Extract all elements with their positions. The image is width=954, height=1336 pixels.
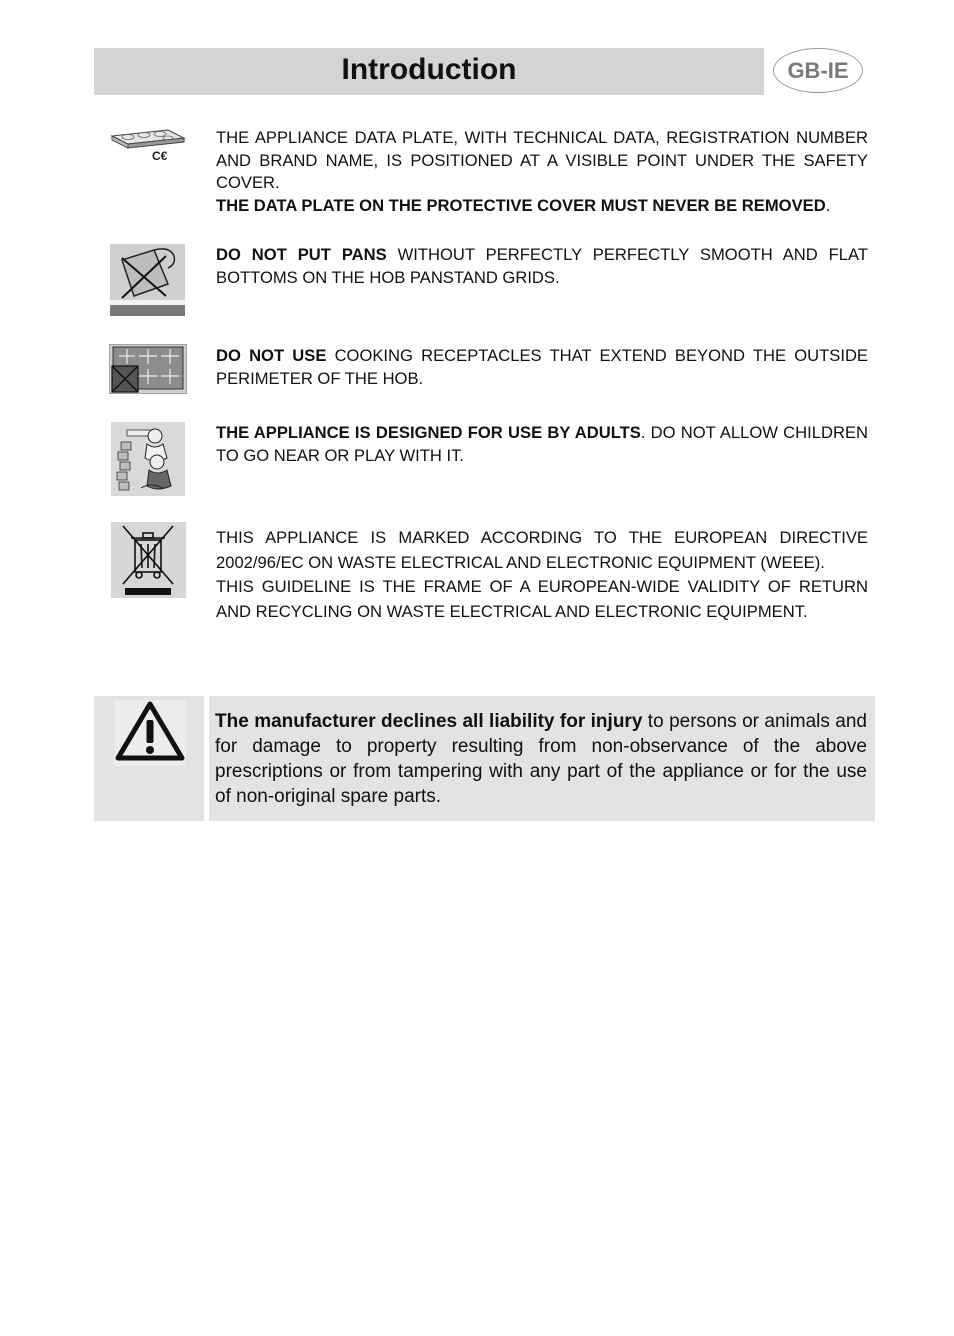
data-plate-ce-icon bbox=[108, 126, 188, 166]
title-bar bbox=[94, 48, 764, 95]
liability-warning-box bbox=[94, 696, 875, 821]
children-warning-icon bbox=[111, 422, 185, 496]
weee-crossed-bin-icon bbox=[111, 522, 186, 598]
pans-text: DO NOT PUT PANS WITHOUT PERFECTLY PERFECTLY SMOOTH AND FLAT BOTTOMS ON THE HOB PANSTAND GRIDS. bbox=[216, 245, 868, 287]
data-plate-text: THE APPLIANCE DATA PLATE, WITH TECHNICAL DATA, REGISTRATION NUMBER AND BRAND NAME, IS POSITIONED AT A VISIBLE POINT UNDER THE SAFETY COVER. THE DATA PLATE ON THE PROTECTIVE COVER MUST NEVER BE REMOVED. bbox=[216, 128, 868, 215]
children-text: THE APPLIANCE IS DESIGNED FOR USE BY ADULTS. DO NOT ALLOW CHILDREN TO GO NEAR OR PLAY WITH IT. bbox=[216, 423, 868, 465]
warning-icon-panel bbox=[94, 696, 204, 821]
language-badge: GB-IE bbox=[773, 48, 863, 93]
page-title: Introduction bbox=[341, 53, 517, 86]
hob-perimeter-icon bbox=[109, 344, 187, 394]
svg-text:C€: C€ bbox=[152, 149, 168, 163]
liability-warning-text: The manufacturer declines all liability for injury to persons or animals and for damage to property resulting from non-observance of the above prescriptions or from tampering with any part of the appliance or for the use of non-original spare parts. bbox=[215, 711, 867, 807]
crossed-pan-icon bbox=[110, 244, 185, 316]
weee-text: THIS APPLIANCE IS MARKED ACCORDING TO THE EUROPEAN DIRECTIVE 2002/96/EC ON WASTE ELECTRICAL AND ELECTRONIC EQUIPMENT (WEEE). THIS GUIDELINE IS THE FRAME OF A EUROPEAN-WIDE VALIDITY OF RETURN AND RECYCLING ON WASTE ELECTRICAL AND ELECTRONIC EQUIPMENT. bbox=[216, 528, 868, 621]
warning-triangle-icon bbox=[114, 700, 186, 771]
hob-perimeter-text: DO NOT USE COOKING RECEPTACLES THAT EXTEND BEYOND THE OUTSIDE PERIMETER OF THE HOB. bbox=[216, 346, 868, 388]
